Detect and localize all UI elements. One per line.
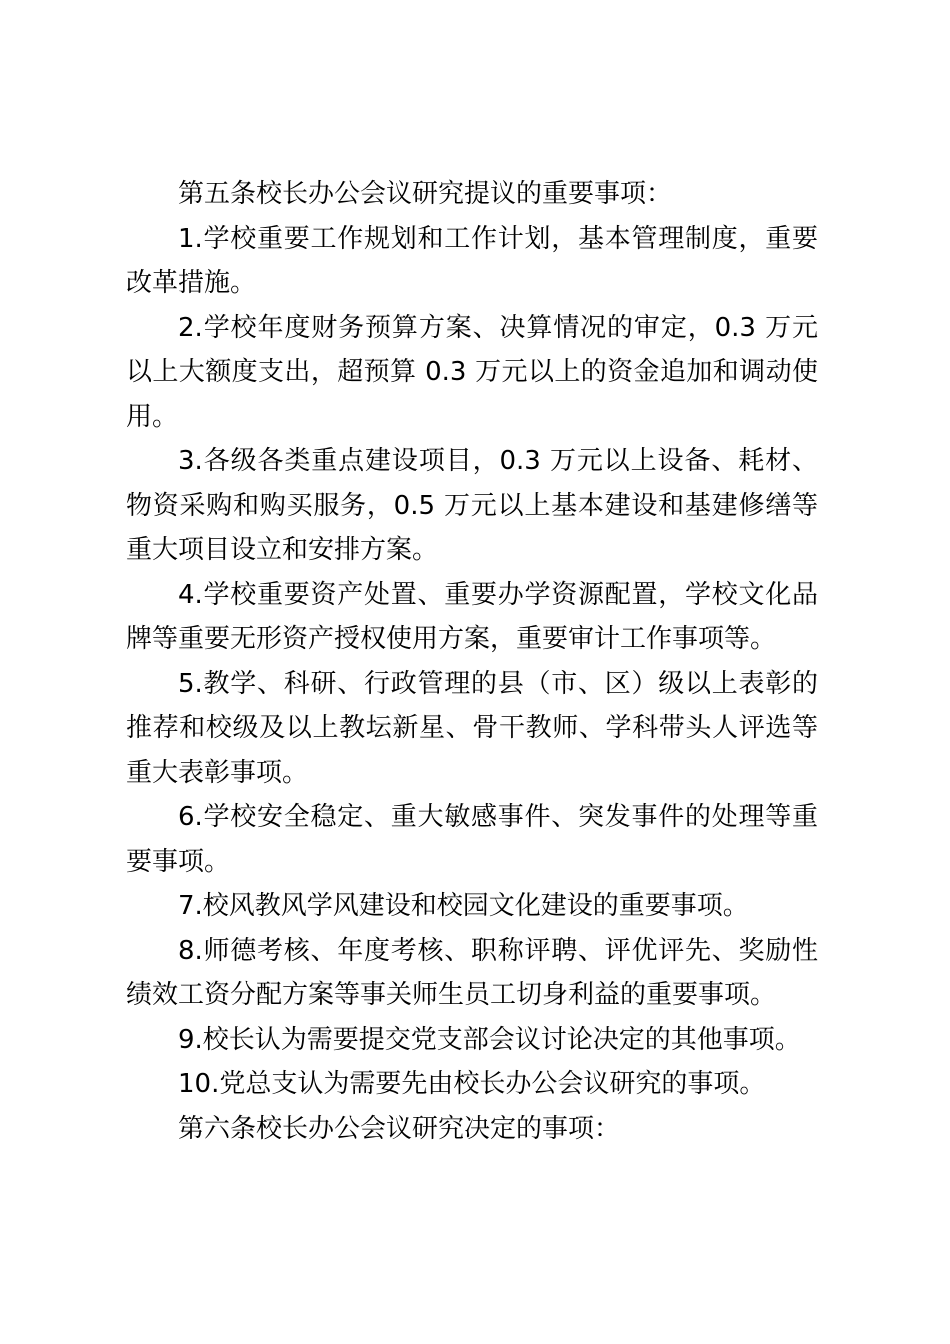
list-item-6: 6.学校安全稳定、重大敏感事件、突发事件的处理等重要事项。 (126, 802, 818, 877)
list-item-10: 10.党总支认为需要先由校长办公会议研究的事项。 (178, 1069, 766, 1099)
list-item-9: 9.校长认为需要提交党支部会议讨论决定的其他事项。 (178, 1024, 801, 1055)
list-item-7: 7.校风教风学风建设和校园文化建设的重要事项。 (178, 891, 749, 921)
article-heading-6: 第六条校长办公会议研究决定的事项： (178, 1113, 621, 1144)
list-item-1: 1.学校重要工作规划和工作计划，基本管理制度，重要改革措施。 (126, 223, 818, 298)
document-body (126, 172, 818, 1151)
list-item-8: 8.师德考核、年度考核、职称评聘、评优评先、奖励性绩效工资分配方案等事关师生员工切身利益的重要事项。 (126, 935, 818, 1010)
list-item-3: 3.各级各类重点建设项目，0.3 万元以上设备、耗材、物资采购和购买服务，0.5 万元以上基本建设和基建修缮等重大项目设立和安排方案。 (126, 446, 818, 565)
article-heading-5: 第五条校长办公会议研究提议的重要事项： (178, 179, 673, 209)
list-item-5: 5.教学、科研、行政管理的县（市、区）级以上表彰的推荐和校级及以上教坛新星、骨干教师、学科带头人评选等重大表彰事项。 (126, 668, 818, 788)
list-item-4: 4.学校重要资产处置、重要办学资源配置，学校文化品牌等重要无形资产授权使用方案，重要审计工作事项等。 (126, 579, 818, 654)
list-item-2: 2.学校年度财务预算方案、决算情况的审定，0.3 万元以上大额度支出，超预算 0.3 万元以上的资金追加和调动使用。 (126, 312, 818, 432)
